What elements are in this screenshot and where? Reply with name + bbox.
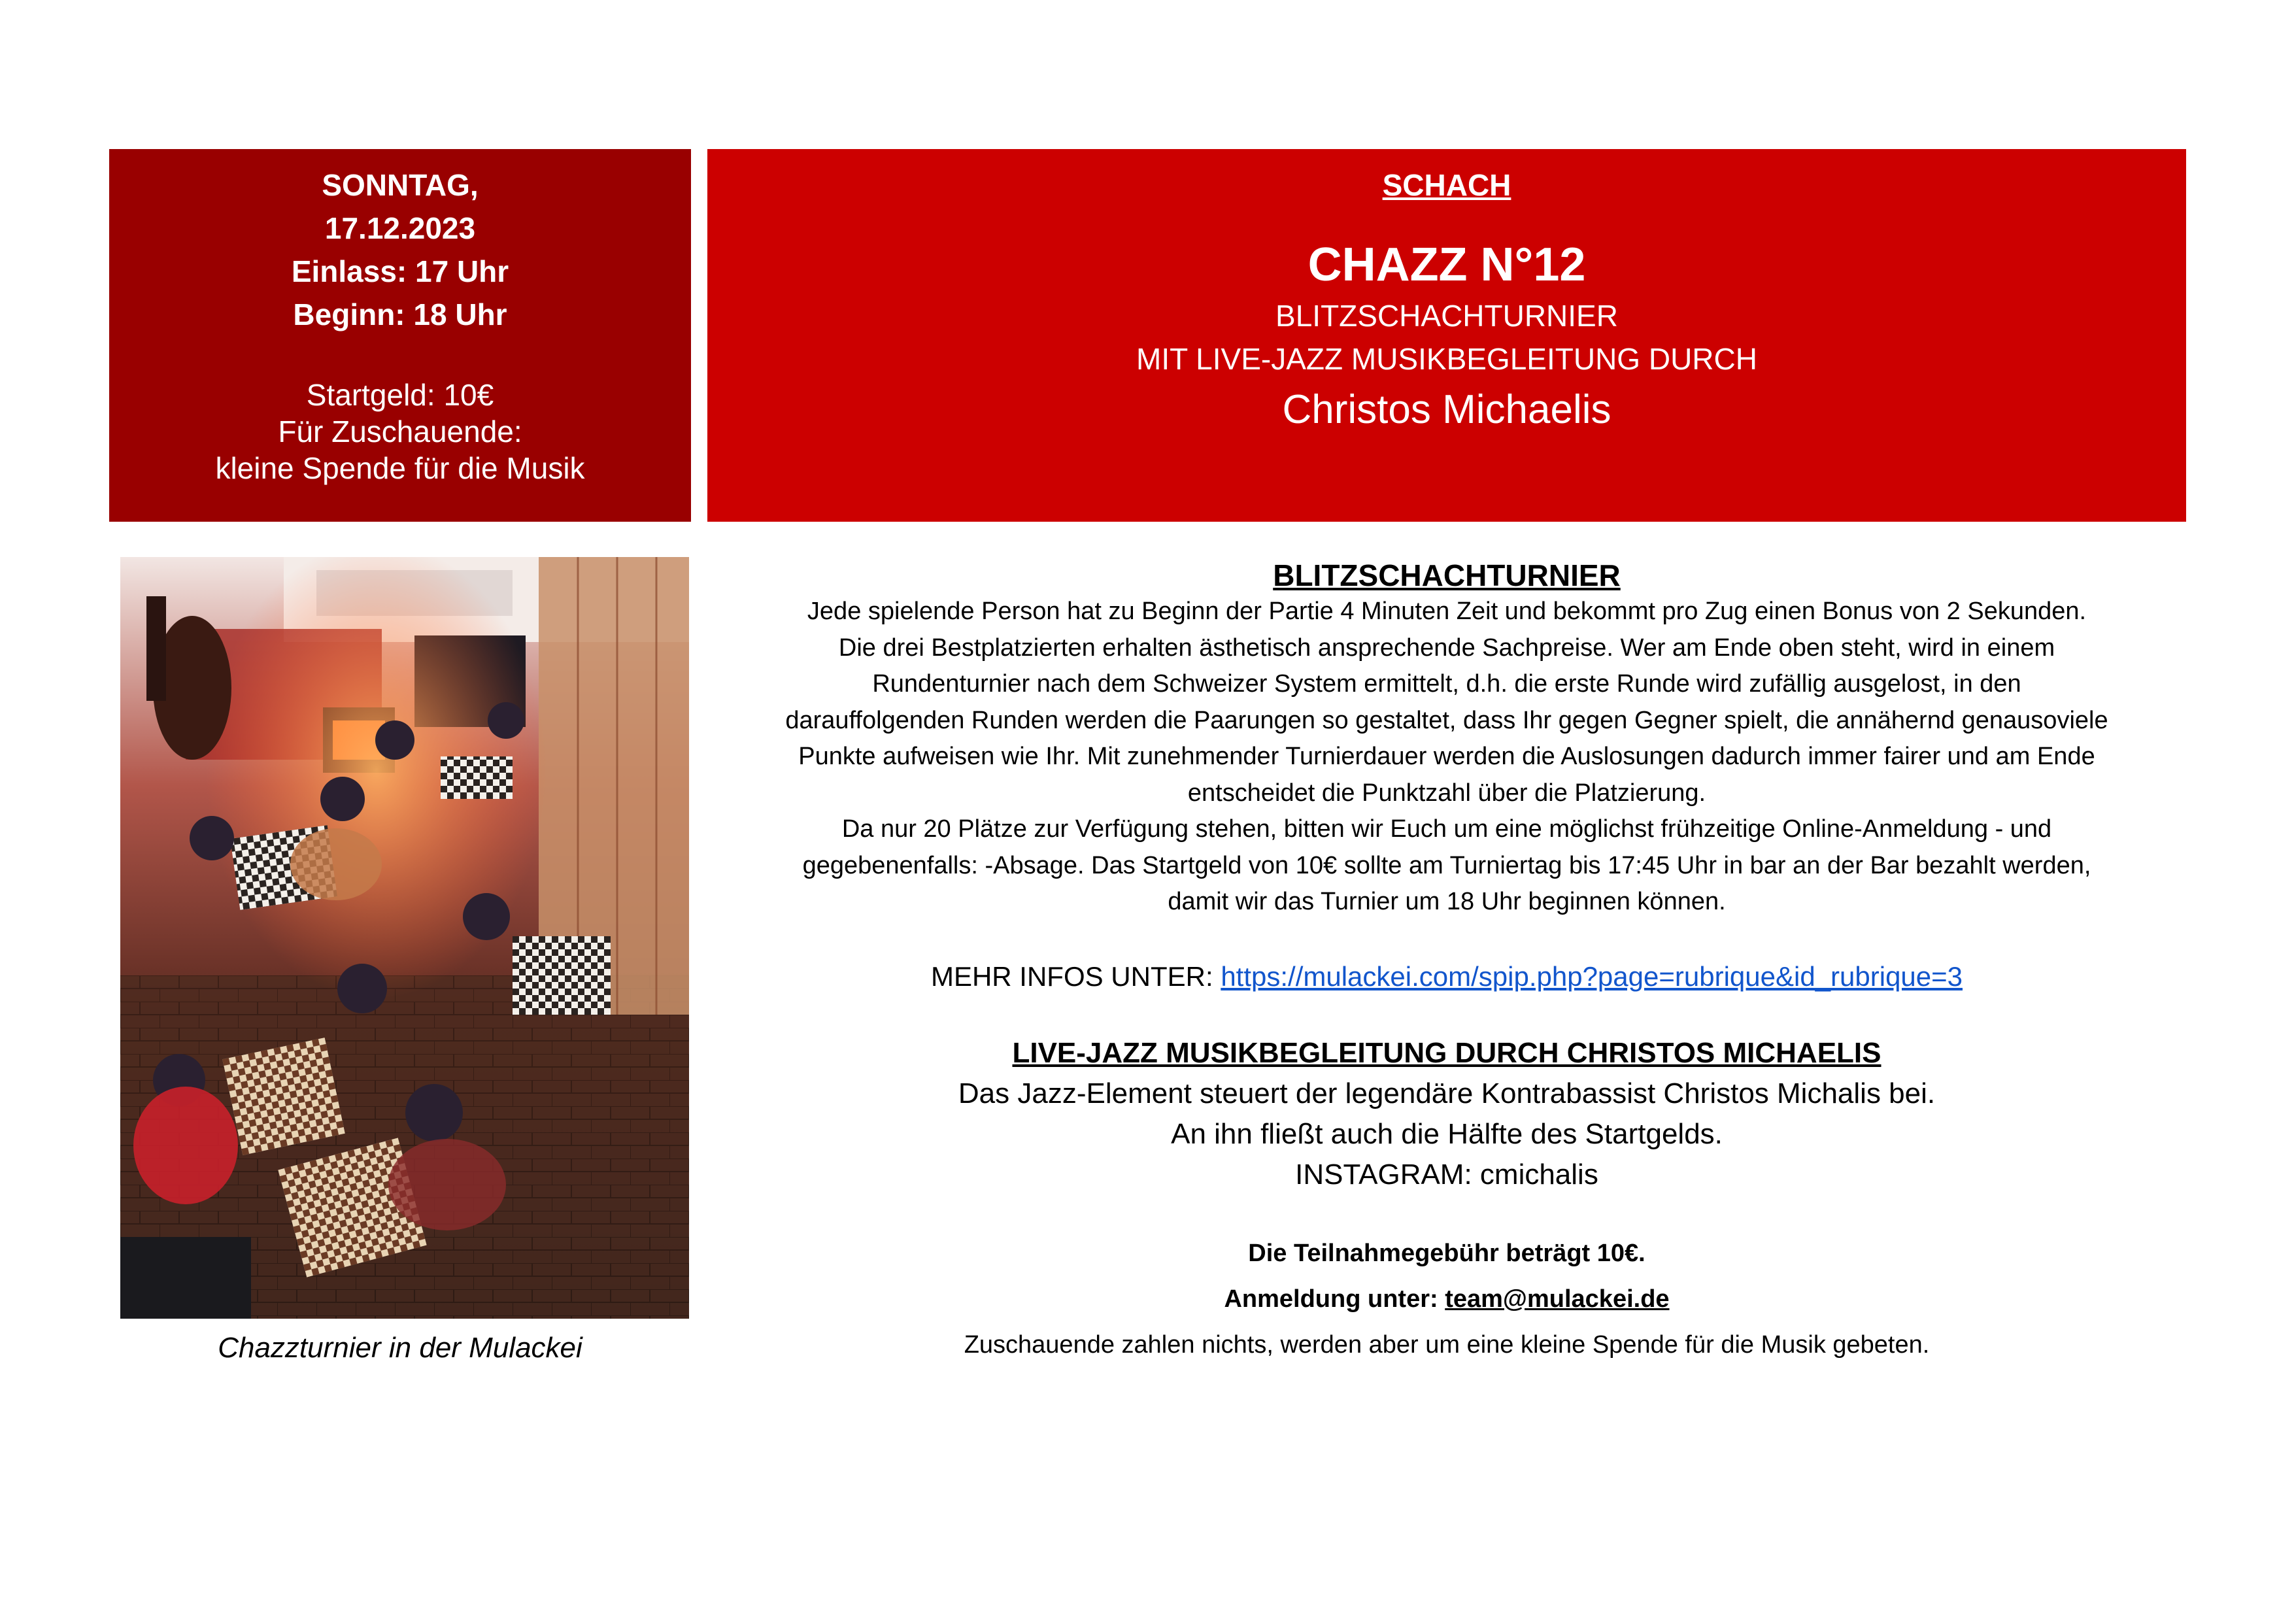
signup [719,1276,2174,1322]
jazz-instagram: INSTAGRAM: cmichalis [1295,1158,1598,1191]
tournament-line: damit wir das Turnier um 18 Uhr beginnen können. [1168,888,1726,915]
event-date-box [109,149,691,522]
tournament-line: entscheidet die Punktzahl über die Platzierung. [1187,779,1706,807]
more-info-label: MEHR INFOS UNTER: [930,960,1221,992]
jazz-line-2: An ihn fließt auch die Hälfte des Startgelds. [1171,1117,1723,1150]
spectators-label: Für Zuschauende: [278,414,522,448]
tournament-line: gegebenenfalls: -Absage. Das Startgeld von 10€ sollte am Turniertag bis 17:45 Uhr in bar an der Bar bezahlt werden, [802,851,2091,879]
event-description [719,557,2174,1368]
spectators-donation: kleine Spende für die Musik [215,451,585,485]
signup-label: Anmeldung unter: [1224,1285,1445,1313]
event-artist: Christos Michaelis [1282,387,1611,432]
tournament-line: darauffolgenden Runden werden die Paarungen so gestaltet, dass Ihr gegen Gegner spielt, die annähernd genausoviele [785,706,2108,734]
event-date: 17.12.2023 [324,211,476,245]
tournament-line: Die drei Bestplatzierten erhalten ästhetisch ansprechende Sachpreise. Wer am Ende oben steht, wird in einem [838,634,2055,662]
more-info-link[interactable]: https://mulackei.com/spip.php?page=rubrique&id_rubrique=3 [1221,960,1963,992]
event-photo [120,557,689,1319]
event-entry-time: Einlass: 17 Uhr [291,254,509,288]
spectator-note: Zuschauende zahlen nichts, werden aber um eine kleine Spende für die Musik gebeten. [964,1330,1930,1359]
tournament-line: Da nur 20 Plätze zur Verfügung stehen, bitten wir Euch um eine möglichst frühzeitige Online-Anmeldung - und [841,815,2052,843]
tournament-line: Rundenturnier nach dem Schweizer System ermittelt, d.h. die erste Runde wird zufällig ausgelost, in den [872,670,2021,698]
event-category: SCHACH [1382,168,1511,202]
signup-email[interactable]: team@mulackei.de [1445,1285,1670,1313]
participation-fee: Die Teilnahmegebühr beträgt 10€. [1248,1239,1645,1267]
event-title-box [707,149,2186,522]
event-title: CHAZZ N°12 [1307,239,1586,291]
tournament-text [719,594,2174,921]
event-subtitle-2: MIT LIVE-JAZZ MUSIKBEGLEITUNG DURCH [1136,342,1757,376]
tournament-line: Punkte aufweisen wie Ihr. Mit zunehmender Turnierdauer werden die Auslosungen dadurch immer fairer und am Ende [798,743,2095,770]
tournament-heading: BLITZSCHACHTURNIER [1273,558,1621,592]
photo-caption: Chazzturnier in der Mulackei [218,1332,582,1364]
jazz-heading: LIVE-JAZZ MUSIKBEGLEITUNG DURCH CHRISTOS MICHAELIS [1012,1036,1881,1069]
entry-fee: Startgeld: 10€ [306,378,494,412]
more-info [719,958,2174,995]
jazz-line-1: Das Jazz-Element steuert der legendäre Kontrabassist Christos Michalis bei. [958,1077,1936,1109]
event-day: SONNTAG, [322,168,479,202]
chess-tournament-photo [120,557,689,1319]
event-start-time: Beginn: 18 Uhr [293,297,507,331]
event-subtitle-1: BLITZSCHACHTURNIER [1275,299,1618,333]
tournament-line: Jede spielende Person hat zu Beginn der Partie 4 Minuten Zeit und bekommt pro Zug einen Bonus von 2 Sekunden. [807,598,2087,625]
